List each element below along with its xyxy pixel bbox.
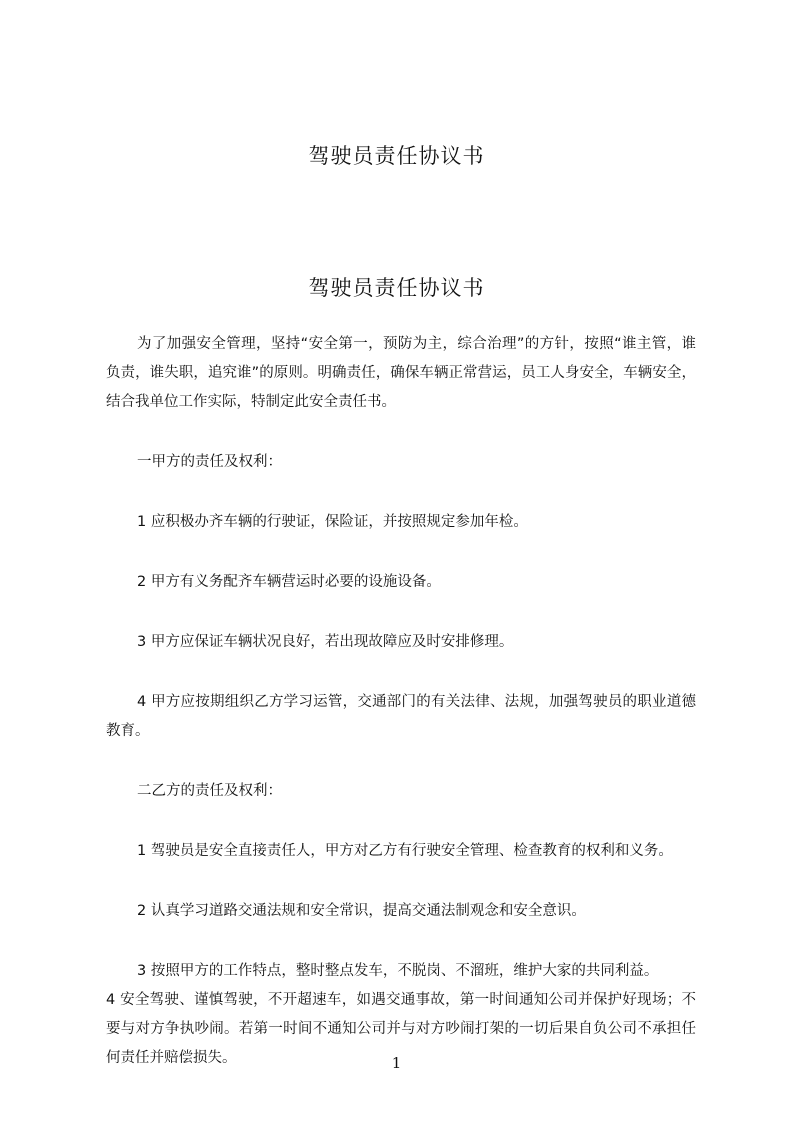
page-number: 1 xyxy=(391,1054,402,1072)
section-heading-party-b: 二乙方的责任及权利： xyxy=(137,783,282,799)
party-b-clause-4: 4 安全驾驶、谨慎驾驶，不开超速车，如遇交通事故，第一时间通知公司并保护好现场；不要与对方争执吵闹。若第一时间不通知公司并与对方吵闹打架的一切后果自负公司不承担任何责任并赔偿损失。 xyxy=(106,992,696,1066)
intro-paragraph: 为了加强安全管理，坚持“安全第一，预防为主，综合治理”的方针，按照“谁主管，谁负责，谁失职，追究谁”的原则。明确责任，确保车辆正常营运，员工人身安全，车辆安全，结合我单位工作实际，特制定此安全责任书。 xyxy=(106,336,696,410)
party-a-clause-3: 3 甲方应保证车辆状况良好，若出现故障应及时安排修理。 xyxy=(137,634,514,650)
document-body xyxy=(106,330,696,1073)
cover-title: 驾驶员责任协议书 xyxy=(308,144,485,168)
party-b-clause-3: 3 按照甲方的工作特点，整时整点发车，不脱岗、不溜班，维护大家的共同利益。 xyxy=(137,963,659,979)
party-b-clause-1: 1 驾驶员是安全直接责任人，甲方对乙方有行驶安全管理、检查教育的权利和义务。 xyxy=(137,843,673,859)
document-title: 驾驶员责任协议书 xyxy=(308,276,485,300)
party-a-clause-4: 4 甲方应按期组织乙方学习运管，交通部门的有关法律、法规，加强驾驶员的职业道德教育。 xyxy=(106,694,696,739)
party-a-clause-1: 1 应积极办齐车辆的行驶证，保险证，并按照规定参加年检。 xyxy=(137,514,528,530)
section-heading-party-a: 一甲方的责任及权利： xyxy=(137,454,282,470)
party-b-clause-2: 2 认真学习道路交通法规和安全常识，提高交通法制观念和安全意识。 xyxy=(137,903,586,919)
party-a-clause-2: 2 甲方有义务配齐车辆营运时必要的设施设备。 xyxy=(137,574,441,590)
